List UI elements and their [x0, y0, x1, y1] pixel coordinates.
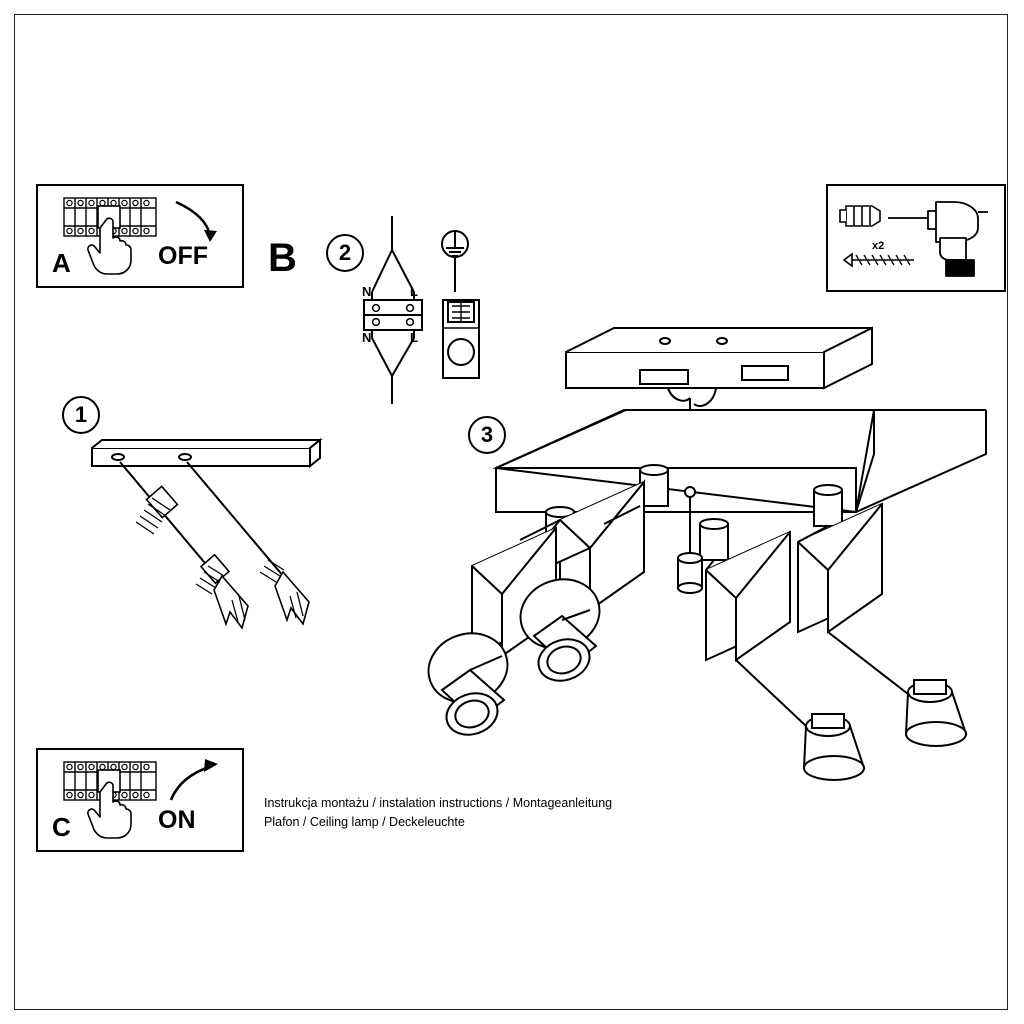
- step-2-number: 2: [326, 234, 364, 272]
- terminal-label-n-bottom: N: [362, 330, 372, 345]
- step-3-number: 3: [468, 416, 506, 454]
- panel-a-action-label: OFF: [158, 242, 208, 270]
- tools-drawing: [828, 186, 1004, 290]
- terminal-label-n-top: N: [362, 284, 372, 299]
- caption-block: [264, 794, 612, 832]
- terminal-label-l-top: L: [410, 284, 418, 299]
- panel-c-action-label: ON: [158, 806, 196, 834]
- panel-tools: [826, 184, 1006, 292]
- tool-quantity-label: x2: [872, 240, 885, 252]
- panel-a-letter: A: [52, 248, 71, 278]
- caption-line-subtitle: Plafon / Ceiling lamp / Deckeleuchte: [264, 815, 465, 829]
- terminal-label-l-bottom: L: [410, 330, 418, 345]
- caption-line-title: Instrukcja montażu / instalation instructions / Montageanleitung: [264, 796, 613, 810]
- step-1-number: 1: [62, 396, 100, 434]
- panel-c-letter: C: [52, 812, 71, 842]
- page-border: [14, 14, 1008, 1010]
- panel-b-letter: B: [268, 236, 297, 280]
